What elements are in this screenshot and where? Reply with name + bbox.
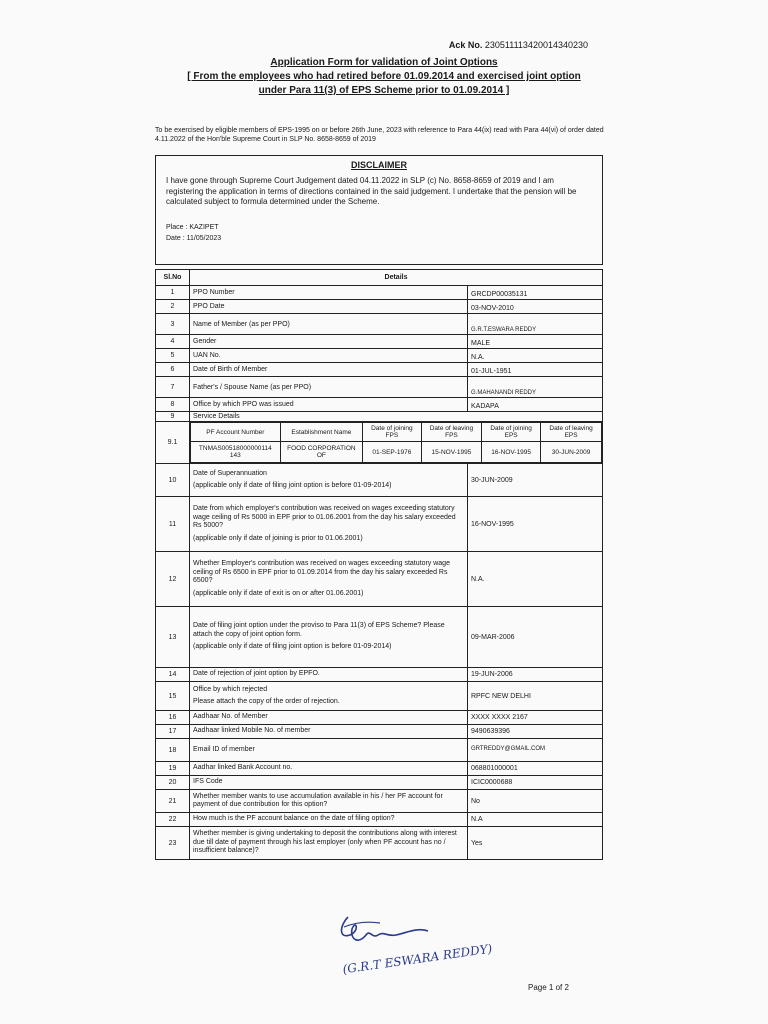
table-row xyxy=(156,412,603,422)
row-value-text: 30-JUN-2009 xyxy=(471,476,513,484)
row-sl: 23 xyxy=(156,827,190,860)
service-cell: 30-JUN-2009 xyxy=(541,442,602,463)
table-row xyxy=(156,363,603,377)
row-value-text: MALE xyxy=(471,340,491,347)
row-label-text: Date of filing joint option under the proviso to Para 11(3) of EPS Scheme? Please attach the copy of joint option form. xyxy=(193,622,445,638)
table-row xyxy=(156,776,603,790)
row-value xyxy=(468,776,603,790)
row-sl: 5 xyxy=(156,349,190,363)
row-sl: 7 xyxy=(156,377,190,398)
row-value-text: 16-NOV-1995 xyxy=(471,520,514,528)
title-line-3: under Para 11(3) of EPS Scheme prior to 01.09.2014 ] xyxy=(258,85,510,96)
table-row xyxy=(156,349,603,363)
row-value xyxy=(468,607,603,668)
disclaimer-box xyxy=(155,155,603,265)
col-sl: Sl.No xyxy=(156,270,190,286)
table-row xyxy=(156,827,603,860)
row-value xyxy=(468,762,603,776)
row-value xyxy=(468,286,603,300)
row-sl: 13 xyxy=(156,607,190,668)
row-label: Father's / Spouse Name (as per PPO) xyxy=(190,377,468,398)
row-sl: 12 xyxy=(156,552,190,607)
service-cell: TNMAS00518000000114 143 xyxy=(191,442,281,463)
table-row xyxy=(156,335,603,349)
row-label xyxy=(190,725,468,739)
row-label-text: Aadhaar linked Mobile No. of member xyxy=(193,727,311,735)
row-value xyxy=(468,335,603,349)
row-value-text: N.A. xyxy=(471,575,485,583)
row-label-text: Aadhar linked Bank Account no. xyxy=(193,764,293,772)
row-sl: 1 xyxy=(156,286,190,300)
row-sl: 19 xyxy=(156,762,190,776)
row-value-text: ICIC0000688 xyxy=(471,779,513,786)
row-label-sub: (applicable only if date of filing joint option is before 01-09-2014) xyxy=(193,482,392,489)
service-header-cell: Date of joining FPS xyxy=(363,423,422,442)
row-value-text: RPFC NEW DELHI xyxy=(471,692,531,700)
title-line-2: [ From the employees who had retired before 01.09.2014 and exercised joint option xyxy=(187,71,581,82)
row-label-text: Date of Superannuation xyxy=(193,469,267,477)
row-value xyxy=(468,725,603,739)
row-value-text: XXXX XXXX 2167 xyxy=(471,714,528,721)
table-row xyxy=(156,711,603,725)
row-value xyxy=(468,790,603,813)
table-header xyxy=(156,270,603,286)
table-row xyxy=(156,739,603,762)
table-row xyxy=(156,762,603,776)
form-title xyxy=(0,56,768,98)
place-field: Place : KAZIPET xyxy=(166,223,219,231)
row-value xyxy=(468,464,603,497)
service-details-row xyxy=(156,422,603,464)
row-value xyxy=(468,682,603,711)
row-label xyxy=(190,711,468,725)
row-value xyxy=(468,827,603,860)
row-value-text: 068801000001 xyxy=(471,765,518,772)
service-header-cell: PF Account Number xyxy=(191,423,281,442)
row-label-sub: (applicable only if date of joining is prior to 01.06.2001) xyxy=(193,534,363,542)
row-label-sub: (applicable only if date of filing joint option is before 01-09-2014) xyxy=(193,643,392,651)
row-value xyxy=(468,398,603,412)
row-label-text: Aadhaar No. of Member xyxy=(193,713,268,721)
row-sl: 17 xyxy=(156,725,190,739)
row-sl: 20 xyxy=(156,776,190,790)
table-row xyxy=(156,497,603,552)
row-label xyxy=(190,668,468,682)
row-label-text: Date from which employer's contribution was received on wages exceeding statutory wage ceiling of Rs 5000 in EPF prior to 01.06.2001 from the day his salary exceeded Rs 5000? xyxy=(193,505,456,529)
ack-label: Ack No. xyxy=(448,40,483,50)
row-sl: 9.1 xyxy=(156,422,190,464)
table-row xyxy=(156,398,603,412)
table-row xyxy=(156,552,603,607)
table-row xyxy=(156,668,603,682)
table-row xyxy=(156,682,603,711)
row-value xyxy=(468,349,603,363)
row-label-sub: Please attach the copy of the order of rejection. xyxy=(193,698,340,705)
row-label: PPO Date xyxy=(190,300,468,314)
row-sl: 2 xyxy=(156,300,190,314)
row-value xyxy=(468,813,603,827)
row-value-text: N.A xyxy=(471,816,483,823)
row-value-text: 9490639396 xyxy=(471,728,510,735)
row-value xyxy=(468,739,603,762)
row-value xyxy=(468,363,603,377)
row-label-text: Whether member wants to use accumulation available in his / her PF account for payment of due contribution for this option? xyxy=(193,792,443,808)
row-note: G.R.T.ESWARA REDDY xyxy=(471,327,537,333)
service-cell: 15-NOV-1995 xyxy=(421,442,481,463)
row-sl: 6 xyxy=(156,363,190,377)
row-value-text: 03-NOV-2010 xyxy=(471,305,514,312)
intro-text: To be exercised by eligible members of EPS-1995 on or before 26th June, 2023 with reference to Para 44(ix) read with Para 44(vi) of order dated 4.11.2022 of the Hon'ble Supreme Court in SLP No. 8658-8659 of 2019 xyxy=(155,127,604,143)
title-line-1: Application Form for validation of Joint Options xyxy=(270,57,498,68)
disclaimer-heading: DISCLAIMER xyxy=(351,160,407,170)
table-row xyxy=(156,377,603,398)
row-value xyxy=(468,377,603,398)
row-value-text: 19-JUN-2006 xyxy=(471,671,513,678)
details-table xyxy=(155,269,603,860)
table-row xyxy=(156,464,603,497)
service-cell: FOOD CORPORATION OF xyxy=(280,442,362,463)
date-field: Date : 11/05/2023 xyxy=(166,234,222,242)
ack-number xyxy=(449,40,588,50)
row-label: UAN No. xyxy=(190,349,468,363)
col-details: Details xyxy=(190,270,603,286)
row-label: Gender xyxy=(190,335,468,349)
row-label-text: Email ID of member xyxy=(193,745,255,753)
row-value xyxy=(468,668,603,682)
row-label-text: How much is the PF account balance on the date of filing option? xyxy=(193,815,395,823)
row-value-text: No xyxy=(471,797,480,805)
row-sl: 8 xyxy=(156,398,190,412)
row-label xyxy=(190,552,468,607)
table-row xyxy=(156,286,603,300)
row-value-text: KADAPA xyxy=(471,403,499,410)
row-label: Date of Birth of Member xyxy=(190,363,468,377)
row-value-text: N.A. xyxy=(471,354,485,361)
table-row xyxy=(156,300,603,314)
row-label xyxy=(190,464,468,497)
row-label xyxy=(190,739,468,762)
row-value-text: Yes xyxy=(471,839,483,847)
service-header-cell: Date of leaving FPS xyxy=(421,423,481,442)
row-label xyxy=(190,827,468,860)
row-label: PPO Number xyxy=(190,286,468,300)
row-note: G.MAHANANDI REDDY xyxy=(471,390,537,396)
row-note: GRTREDDY@GMAIL.COM xyxy=(471,746,545,752)
row-label xyxy=(190,790,468,813)
service-header-cell: Establishment Name xyxy=(280,423,362,442)
row-label xyxy=(190,776,468,790)
table-row xyxy=(156,790,603,813)
row-label-text: Date of rejection of joint option by EPFO. xyxy=(193,670,320,678)
service-table xyxy=(190,422,602,463)
disclaimer-text: I have gone through Supreme Court Judgement dated 04.11.2022 in SLP (c) No. 8658-8659 of 2019 and I am registering the application in terms of directions contained in the said judgement. I undertake that the pension will be calculated subject to formula determined under the Scheme. xyxy=(166,176,577,206)
row-sl: 3 xyxy=(156,314,190,335)
row-value xyxy=(468,314,603,335)
row-label xyxy=(190,497,468,552)
row-sl: 18 xyxy=(156,739,190,762)
ack-value: 230511113420014340230 xyxy=(484,40,588,50)
table-row xyxy=(156,314,603,335)
service-header-cell: Date of leaving EPS xyxy=(541,423,602,442)
row-label xyxy=(190,607,468,668)
row-label xyxy=(190,813,468,827)
row-sl: 16 xyxy=(156,711,190,725)
row-value xyxy=(468,497,603,552)
row-label-text: Office by which rejected xyxy=(193,685,268,693)
table-row xyxy=(156,607,603,668)
row-value-text: 09-MAR-2006 xyxy=(471,633,515,641)
row-value xyxy=(468,552,603,607)
row-sl: 10 xyxy=(156,464,190,497)
row-sl: 4 xyxy=(156,335,190,349)
signature-name: (G.R.T ESWARA REDDY) xyxy=(341,941,494,977)
row-sl: 21 xyxy=(156,790,190,813)
page-number: Page 1 of 2 xyxy=(528,983,569,992)
row-sl: 9 xyxy=(156,412,190,422)
service-cell: 16-NOV-1995 xyxy=(482,442,541,463)
service-cell: 01-SEP-1976 xyxy=(363,442,422,463)
row-sl: 15 xyxy=(156,682,190,711)
row-sl: 11 xyxy=(156,497,190,552)
row-label xyxy=(190,682,468,711)
row-value xyxy=(468,300,603,314)
row-value xyxy=(468,711,603,725)
row-value-text: GRCDP00035131 xyxy=(471,291,528,298)
row-label-text: IFS Code xyxy=(193,778,223,786)
row-label xyxy=(190,762,468,776)
row-label-text: Whether Employer's contribution was received on wages exceeding statutory wage ceiling of Rs 6500 in EPF prior to 01.09.2014 from the day his salary exceeded Rs 6500? xyxy=(193,560,450,584)
row-label: Name of Member (as per PPO) xyxy=(190,314,468,335)
row-sl: 22 xyxy=(156,813,190,827)
row-label: Office by which PPO was issued xyxy=(190,398,468,412)
service-header-cell: Date of joining EPS xyxy=(482,423,541,442)
row-value-text: 01-JUL-1951 xyxy=(471,368,512,375)
table-row xyxy=(156,725,603,739)
row-sl: 14 xyxy=(156,668,190,682)
row-label-sub: (applicable only if date of exit is on or after 01.06.2001) xyxy=(193,589,364,597)
row-label-text: Whether member is giving undertaking to deposit the contributions along with interest due till date of payment through his last employer (only when PF account has no / insufficient balance)? xyxy=(193,830,457,855)
row-label: Service Details xyxy=(190,412,603,422)
table-row xyxy=(156,813,603,827)
